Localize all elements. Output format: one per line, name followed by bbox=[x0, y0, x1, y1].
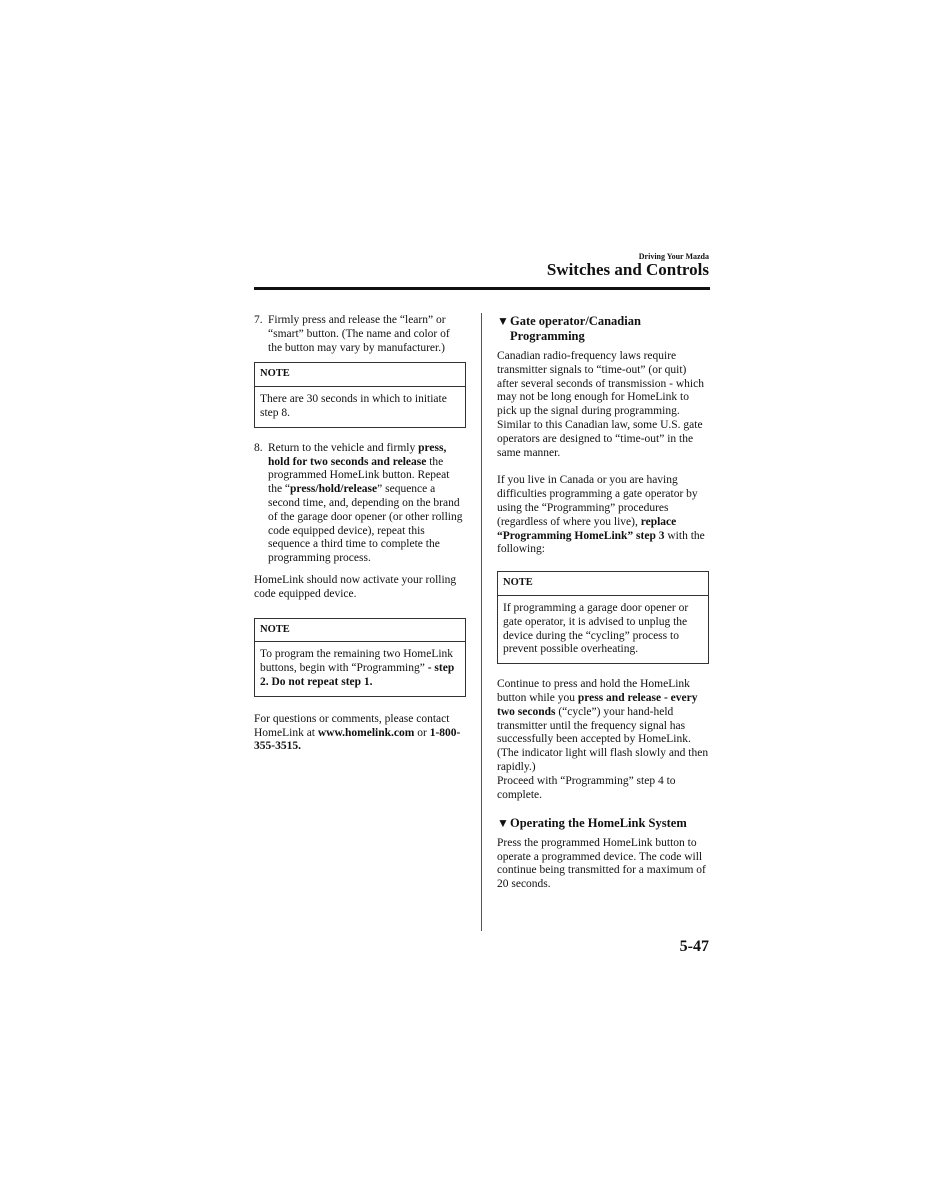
step-number: 8. bbox=[254, 441, 263, 454]
step-7 bbox=[254, 314, 466, 355]
note-text: To program the remaining two HomeLink buttons, begin with “Programming” - step 2. Do not repeat step 1. bbox=[260, 648, 455, 688]
subsection-heading bbox=[497, 816, 709, 831]
right-column bbox=[497, 314, 709, 892]
note-heading: NOTE bbox=[255, 363, 465, 387]
subsection-title: Operating the HomeLink System bbox=[510, 816, 687, 831]
contact-paragraph: For questions or comments, please contact HomeLink at www.homelink.com or 1-800-355-3515. bbox=[254, 712, 461, 753]
note-box bbox=[254, 362, 466, 427]
page-number: 5-47 bbox=[679, 938, 709, 955]
triangle-marker-icon: ▼ bbox=[497, 816, 509, 831]
chapter-title: Switches and Controls bbox=[546, 260, 709, 279]
paragraph: Continue to press and hold the HomeLink button while you press and release - every two seconds (“cycle”) your hand-held transmitter until the frequency signal has successfully been accepted by HomeLink. (The indicator light will flash slowly and then rapidly.) bbox=[497, 678, 709, 773]
triangle-marker-icon: ▼ bbox=[497, 314, 509, 328]
paragraph: Press the programmed HomeLink button to operate a programmed device. The code will continue being transmitted for a maximum of 20 seconds. bbox=[497, 836, 706, 891]
note-heading: NOTE bbox=[255, 619, 465, 643]
subsection-heading bbox=[497, 314, 709, 343]
note-box bbox=[254, 618, 466, 697]
note-box bbox=[497, 571, 709, 664]
step-number: 7. bbox=[254, 314, 263, 326]
column-divider bbox=[481, 313, 482, 931]
paragraph: Proceed with “Programming” step 4 to complete. bbox=[497, 774, 676, 801]
note-text: If programming a garage door opener or gate operator, it is advised to unplug the device during the “cycling” process to prevent possible overheating. bbox=[503, 601, 689, 656]
note-text: There are 30 seconds in which to initiate step 8. bbox=[260, 393, 447, 419]
section-label: Driving Your Mazda bbox=[638, 252, 709, 261]
paragraph: HomeLink should now activate your rolling code equipped device. bbox=[254, 573, 457, 600]
step-8 bbox=[254, 442, 466, 566]
step-text: Return to the vehicle and firmly press, hold for two seconds and release the programmed HomeLink button. Repeat the “press/hold/release” sequence a second time, and, depending on the brand of the garage door opener (or other rolling code equipped device), repeat this sequence a third time to complete the programming process. bbox=[268, 441, 463, 565]
step-text: Firmly press and release the “learn” or “smart” button. (The name and color of the button may vary by manufacturer.) bbox=[268, 314, 450, 354]
paragraph: Canadian radio-frequency laws require transmitter signals to “time-out” (or quit) after several seconds of transmission - which may not be long enough for HomeLink to pick up the signal during programming. Similar to this Canadian law, some U.S. gate operators are designed to “time-out” in the same manner. bbox=[497, 350, 704, 459]
note-heading: NOTE bbox=[498, 572, 708, 596]
left-column bbox=[254, 314, 466, 754]
header-rule bbox=[254, 287, 710, 290]
paragraph: If you live in Canada or you are having difficulties programming a gate operator by using the “Programming” procedures (regardless of where you live), replace “Programming HomeLink” step 3 with the following: bbox=[497, 474, 705, 556]
subsection-title: Gate operator/Canadian Programming bbox=[510, 314, 641, 343]
